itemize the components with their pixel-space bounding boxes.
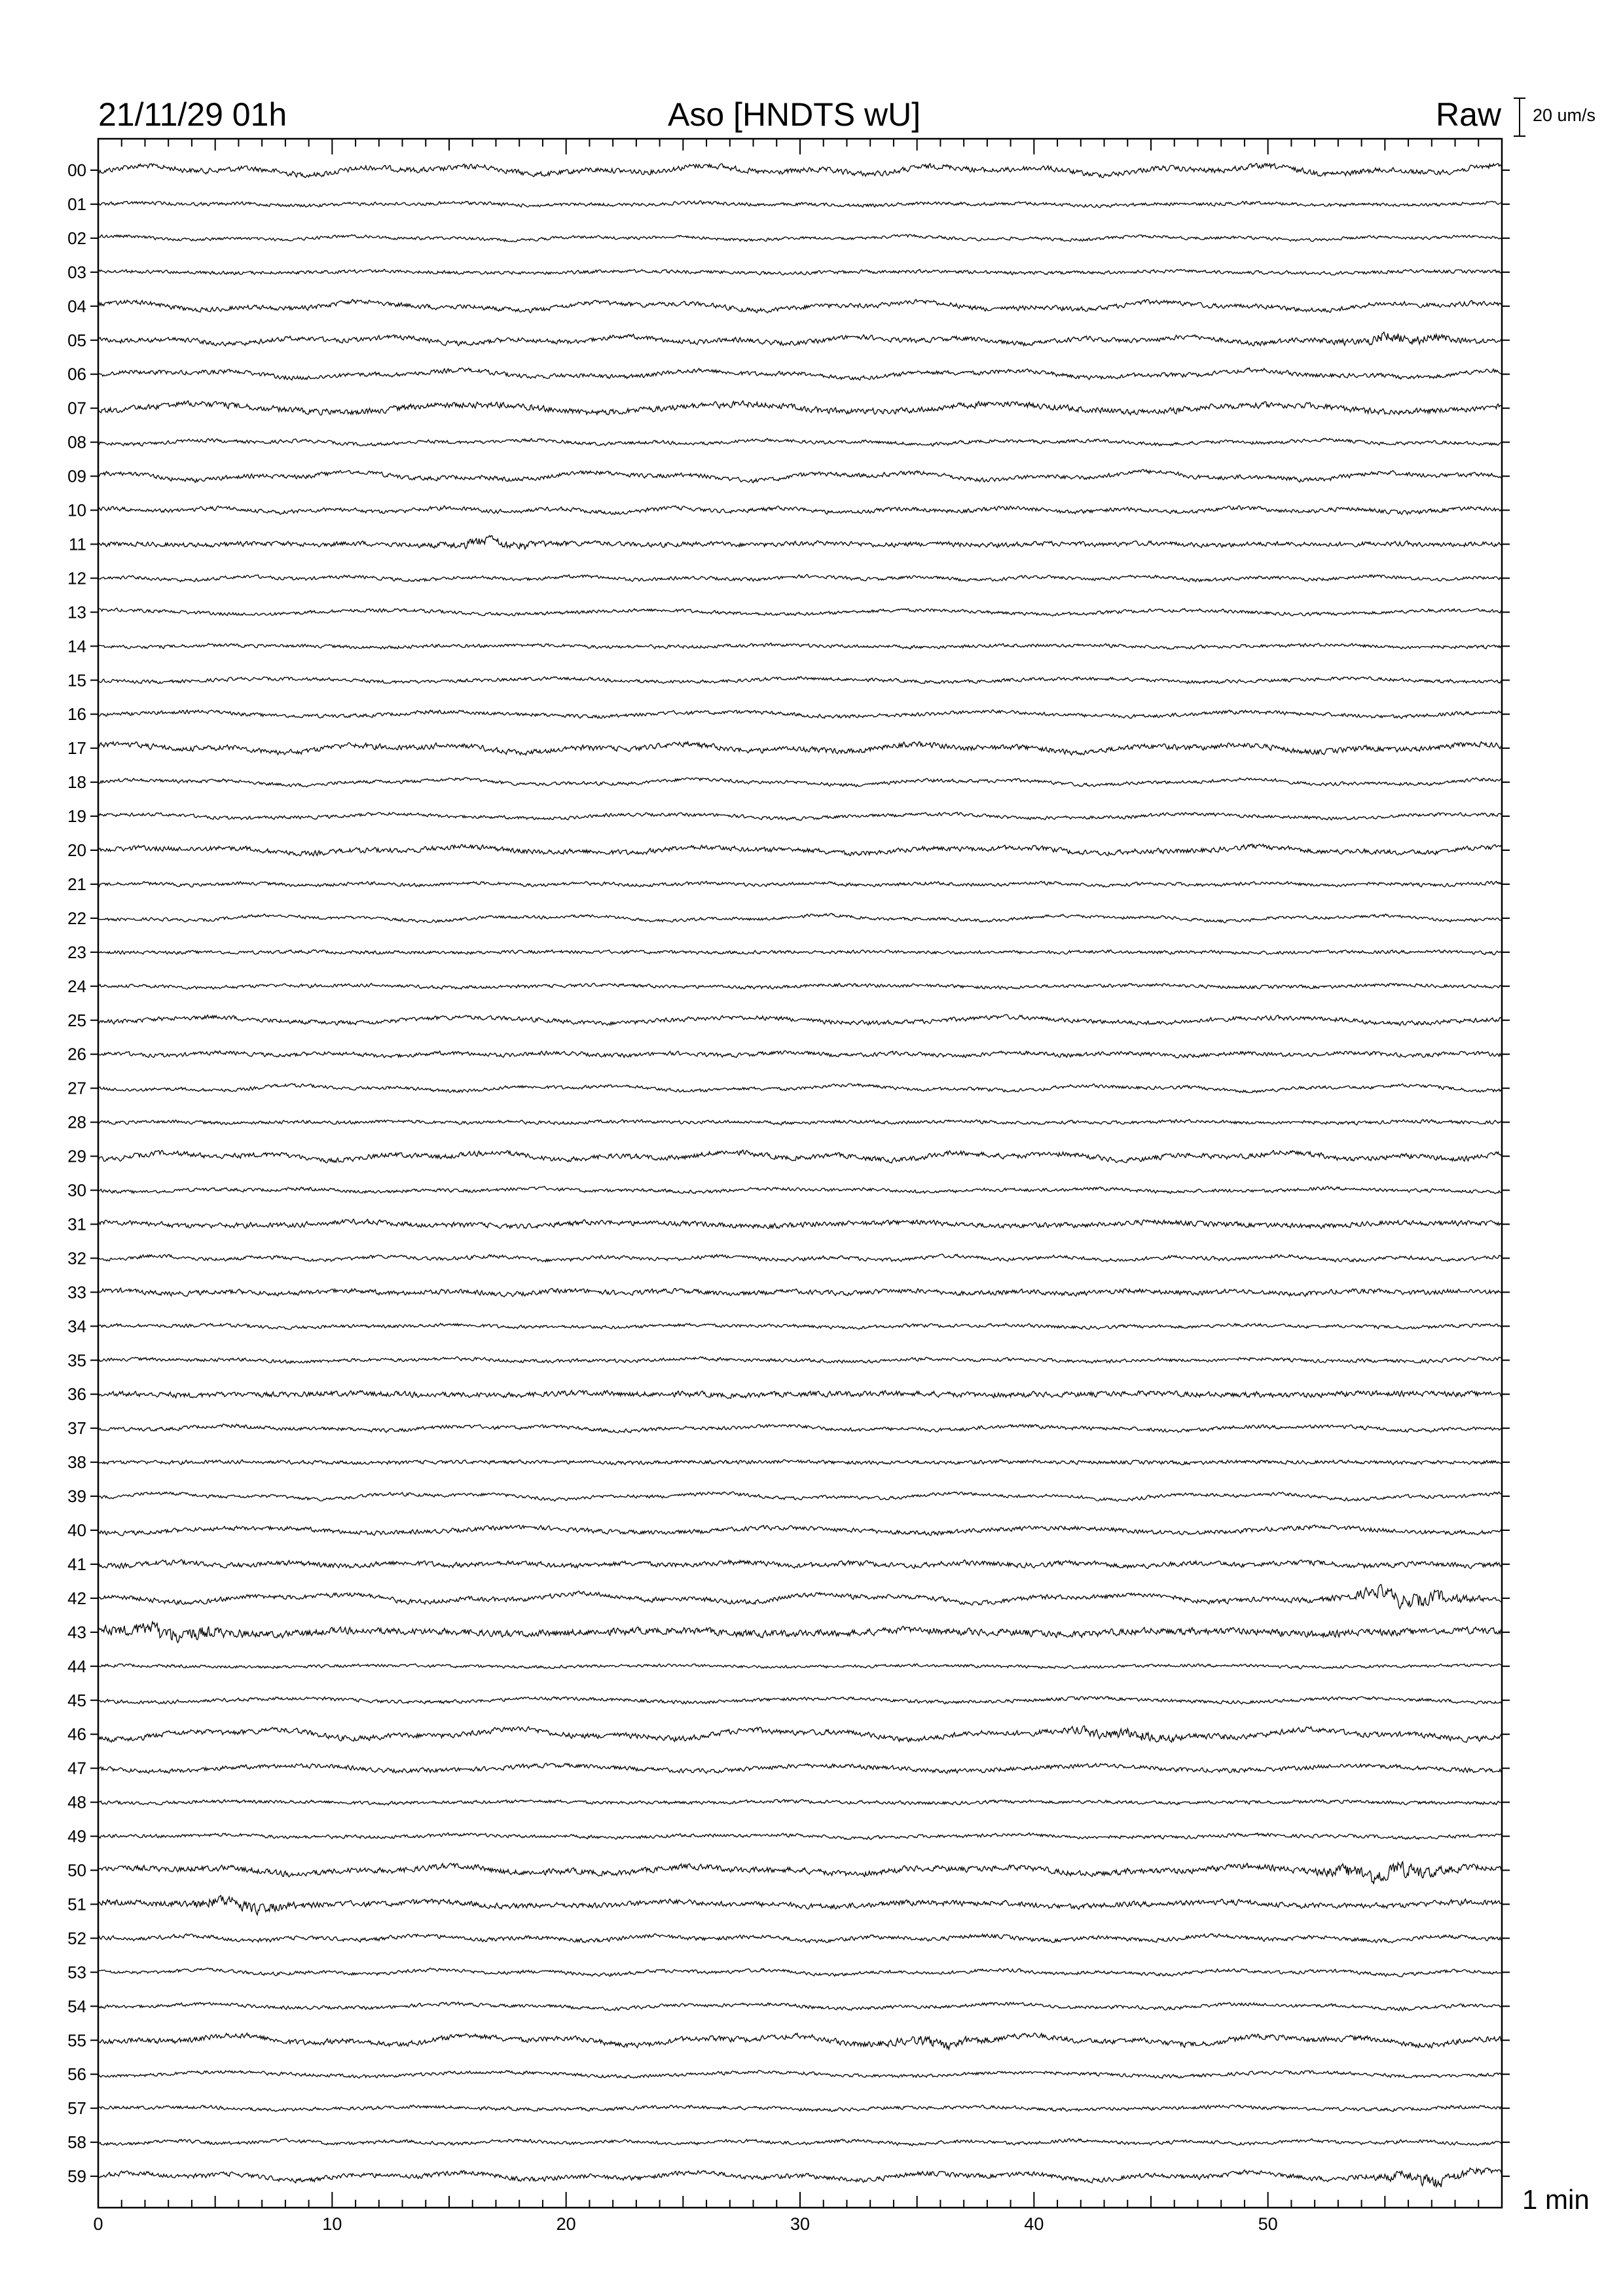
trace-row-07	[98, 401, 1502, 415]
trace-row-39	[98, 1492, 1502, 1501]
x-tick-label: 0	[93, 2214, 103, 2234]
row-label: 10	[67, 500, 86, 520]
x-tick-label: 30	[790, 2214, 811, 2234]
plot-frame	[98, 139, 1502, 2208]
row-label: 16	[67, 704, 86, 725]
row-label: 18	[67, 772, 86, 793]
row-label: 13	[67, 602, 86, 622]
trace-row-08	[98, 439, 1502, 446]
row-label: 30	[67, 1180, 86, 1200]
row-label: 20	[67, 840, 86, 860]
row-label: 01	[67, 194, 86, 214]
row-label: 35	[67, 1350, 86, 1371]
trace-row-41	[98, 1560, 1502, 1569]
trace-row-16	[98, 710, 1502, 719]
station-title: Aso [HNDTS wU]	[668, 96, 921, 133]
x-tick-label: 10	[322, 2214, 342, 2234]
x-tick-label: 20	[556, 2214, 576, 2234]
row-label: 55	[67, 2030, 86, 2051]
row-label: 28	[67, 1112, 86, 1132]
row-label: 51	[67, 1894, 86, 1914]
row-label: 05	[67, 330, 86, 350]
row-label: 56	[67, 2064, 86, 2085]
trace-row-32	[98, 1254, 1502, 1262]
row-label: 27	[67, 1078, 86, 1098]
row-label: 37	[67, 1418, 86, 1439]
trace-row-23	[98, 950, 1502, 955]
row-label: 12	[67, 568, 86, 588]
trace-row-15	[98, 677, 1502, 684]
row-label: 52	[67, 1928, 86, 1948]
x-tick-label: 40	[1024, 2214, 1044, 2234]
row-label: 03	[67, 262, 86, 282]
trace-row-06	[98, 368, 1502, 380]
amplitude-scale-label: 20 um/s	[1533, 105, 1596, 125]
row-label: 06	[67, 364, 86, 384]
trace-row-47	[98, 1763, 1502, 1774]
row-label: 22	[67, 908, 86, 928]
row-label: 49	[67, 1826, 86, 1846]
trace-row-10	[98, 506, 1502, 514]
scale-bar	[1514, 98, 1525, 136]
trace-row-28	[98, 1119, 1502, 1124]
trace-row-30	[98, 1187, 1502, 1194]
trace-row-31	[98, 1219, 1502, 1229]
trace-row-00	[98, 164, 1502, 178]
x-tick-label: 50	[1258, 2214, 1278, 2234]
row-label: 15	[67, 670, 86, 691]
trace-row-56	[98, 2070, 1502, 2078]
trace-row-05	[98, 332, 1502, 346]
trace-row-44	[98, 1664, 1502, 1669]
row-label: 19	[67, 806, 86, 827]
trace-row-21	[98, 881, 1502, 887]
trace-group	[98, 164, 1502, 2187]
row-label: 40	[67, 1520, 86, 1540]
trace-row-50	[98, 1861, 1502, 1884]
trace-row-26	[98, 1050, 1502, 1058]
row-label: 04	[67, 296, 86, 316]
row-label: 47	[67, 1758, 86, 1778]
row-label: 32	[67, 1248, 86, 1268]
row-label: 39	[67, 1486, 86, 1507]
row-label: 58	[67, 2132, 86, 2153]
trace-row-04	[98, 299, 1502, 313]
trace-row-14	[98, 643, 1502, 649]
row-label: 25	[67, 1010, 86, 1030]
row-label: 54	[67, 1996, 86, 2017]
trace-row-18	[98, 778, 1502, 787]
row-label: 46	[67, 1724, 86, 1744]
row-label: 48	[67, 1792, 86, 1812]
trace-row-11	[98, 535, 1502, 549]
row-label: 08	[67, 432, 86, 452]
trace-row-55	[98, 2033, 1502, 2049]
trace-row-13	[98, 608, 1502, 616]
row-label: 11	[69, 534, 86, 554]
trace-row-20	[98, 844, 1502, 856]
time-unit-label: 1 min	[1522, 2184, 1590, 2215]
row-label: 45	[67, 1690, 86, 1710]
row-label-group	[67, 160, 1510, 2186]
row-label: 07	[67, 398, 86, 418]
row-label: 53	[67, 1962, 86, 1982]
row-label: 36	[67, 1384, 86, 1405]
trace-row-49	[98, 1833, 1502, 1839]
row-label: 29	[67, 1146, 86, 1166]
row-label: 38	[67, 1452, 86, 1473]
trace-row-40	[98, 1525, 1502, 1536]
date-hour-label: 21/11/29 01h	[98, 96, 287, 133]
trace-row-54	[98, 2002, 1502, 2011]
trace-row-12	[98, 575, 1502, 582]
trace-row-03	[98, 270, 1502, 276]
trace-row-57	[98, 2105, 1502, 2111]
row-label: 14	[67, 636, 86, 656]
trace-row-35	[98, 1357, 1502, 1363]
row-label: 59	[67, 2166, 86, 2187]
row-label: 31	[67, 1214, 86, 1234]
row-label: 26	[67, 1044, 86, 1064]
row-label: 02	[67, 228, 86, 248]
row-label: 44	[67, 1656, 86, 1676]
row-label: 24	[67, 976, 86, 996]
mode-label: Raw	[1435, 96, 1501, 133]
trace-row-45	[98, 1696, 1502, 1704]
trace-row-59	[98, 2168, 1502, 2187]
row-label: 00	[67, 160, 86, 180]
trace-row-52	[98, 1934, 1502, 1943]
x-axis	[93, 139, 1502, 2234]
row-label: 41	[67, 1554, 86, 1574]
row-label: 23	[67, 942, 86, 962]
trace-row-43	[98, 1622, 1502, 1643]
trace-row-02	[98, 234, 1502, 242]
trace-row-36	[98, 1390, 1502, 1398]
row-label: 50	[67, 1860, 86, 1880]
trace-row-01	[98, 201, 1502, 208]
row-label: 42	[67, 1588, 86, 1608]
row-label: 21	[67, 874, 86, 894]
trace-row-19	[98, 812, 1502, 821]
trace-row-33	[98, 1288, 1502, 1297]
trace-row-25	[98, 1014, 1502, 1026]
trace-row-42	[98, 1585, 1502, 1609]
trace-row-34	[98, 1323, 1502, 1330]
trace-row-58	[98, 2138, 1502, 2145]
row-label: 09	[67, 466, 86, 486]
trace-row-51	[98, 1895, 1502, 1915]
row-label: 33	[67, 1282, 86, 1302]
trace-row-38	[98, 1460, 1502, 1465]
row-label: 34	[67, 1316, 86, 1336]
trace-row-09	[98, 469, 1502, 482]
trace-row-29	[98, 1150, 1502, 1163]
trace-row-46	[98, 1726, 1502, 1742]
row-label: 43	[67, 1622, 86, 1642]
row-label: 57	[67, 2098, 86, 2119]
row-label: 17	[67, 738, 86, 759]
trace-row-24	[98, 983, 1502, 989]
trace-row-48	[98, 1799, 1502, 1804]
trace-row-22	[98, 914, 1502, 924]
trace-row-53	[98, 1968, 1502, 1977]
trace-row-27	[98, 1083, 1502, 1092]
trace-row-17	[98, 742, 1502, 755]
trace-row-37	[98, 1424, 1502, 1433]
